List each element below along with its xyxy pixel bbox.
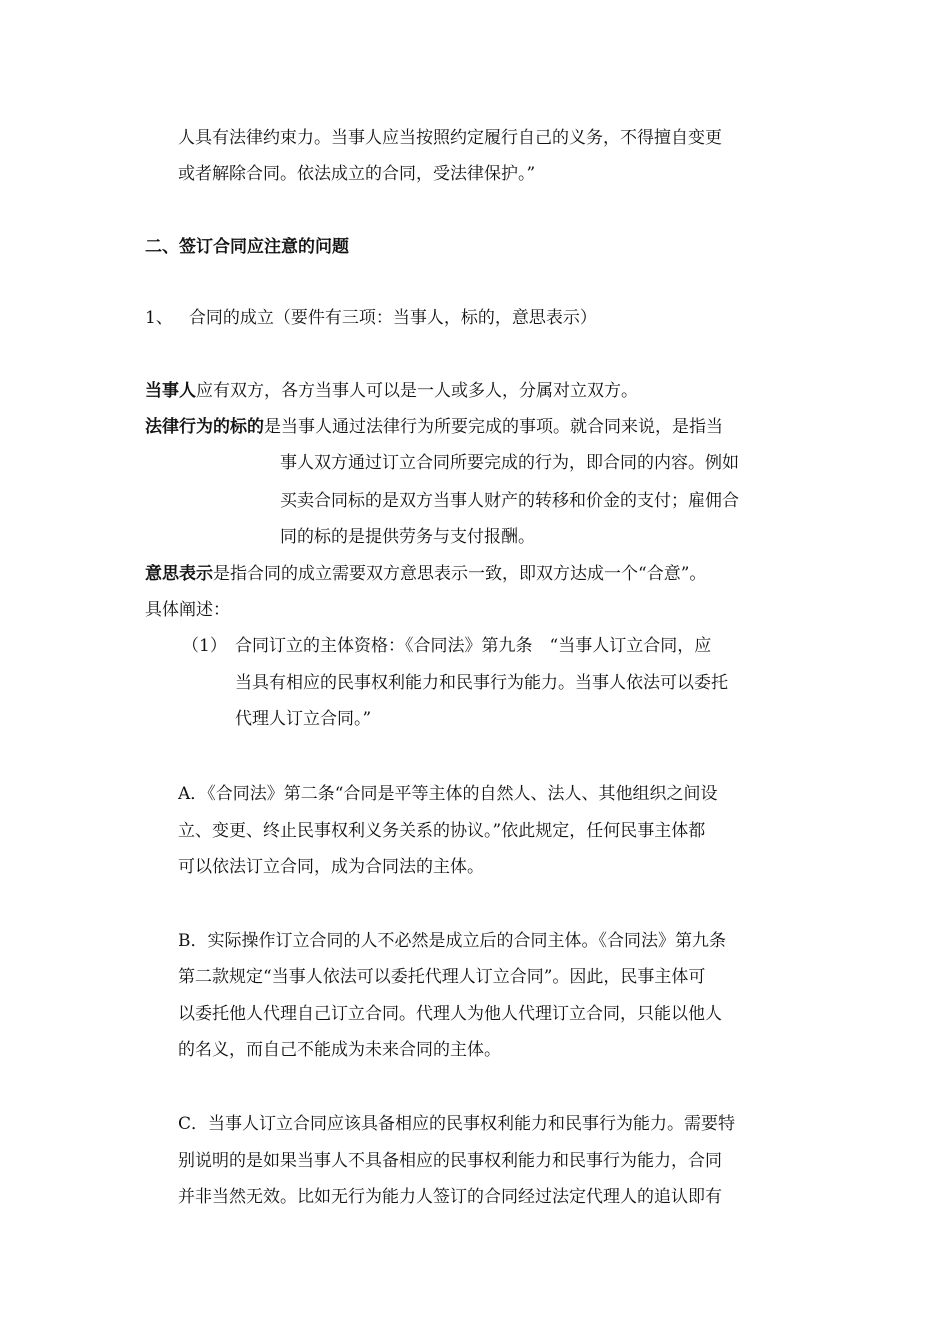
item-1 [145,307,597,329]
point-c-line-1: C．当事人订立合同应该具备相应的民事权利能力和民事行为能力。需要特 [178,1114,736,1134]
party-text: 应有双方，各方当事人可以是一人或多人，分属对立双方。 [196,381,638,401]
point-a-line-2: 立、变更、终止民事权利义务关系的协议。”依此规定，任何民事主体都 [178,821,706,841]
subject-paragraph [145,416,723,438]
point-c-line-3: 并非当然无效。比如无行为能力人签订的合同经过法定代理人的追认即有 [178,1187,722,1207]
party-paragraph [145,380,638,402]
point-b-line-3: 以委托他人代理自己订立合同。代理人为他人代理订立合同，只能以他人 [178,1004,722,1024]
subject-term: 法律行为的标的 [145,417,264,437]
sub-1-number: （1） [182,636,227,656]
intent-term: 意思表示 [145,564,213,584]
item-1-text: 合同的成立（要件有三项：当事人，标的，意思表示） [188,308,597,328]
point-c-line-2: 别说明的是如果当事人不具备相应的民事权利能力和民事行为能力，合同 [178,1151,722,1171]
item-1-number: 1、 [145,308,173,328]
point-b-line-1: B．实际操作订立合同的人不必然是成立后的合同主体。《合同法》第九条 [178,931,726,951]
subject-text: 是当事人通过法律行为所要完成的事项。就合同来说，是指当 [264,417,723,437]
intro-line-1: 人具有法律约束力。当事人应当按照约定履行自己的义务，不得擅自变更 [178,128,722,148]
section-heading: 二、签订合同应注意的问题 [145,237,349,257]
point-b-line-2: 第二款规定“当事人依法可以委托代理人订立合同”。因此，民事主体可 [178,967,706,987]
intent-paragraph [145,563,706,585]
sub-1-cont-2: 代理人订立合同。” [235,709,372,729]
subject-cont-2: 买卖合同标的是双方当事人财产的转移和价金的支付；雇佣合 [280,491,739,511]
sub-1-text: 合同订立的主体资格：《合同法》第九条 “当事人订立合同，应 [235,636,712,656]
point-a-line-1: A．《合同法》第二条“合同是平等主体的自然人、法人、其他组织之间设 [178,784,718,804]
subject-cont-1: 事人双方通过订立合同所要完成的行为，即合同的内容。例如 [280,453,739,473]
intro-line-2: 或者解除合同。依法成立的合同，受法律保护。” [178,164,536,184]
party-term: 当事人 [145,381,196,401]
sub-1-cont-1: 当具有相应的民事权利能力和民事行为能力。当事人依法可以委托 [235,673,728,693]
point-b-line-4: 的名义，而自己不能成为未来合同的主体。 [178,1040,501,1060]
intent-text: 是指合同的成立需要双方意思表示一致，即双方达成一个“合意”。 [213,564,707,584]
subject-cont-3: 同的标的是提供劳务与支付报酬。 [280,527,535,547]
elaborate-label: 具体阐述： [145,600,230,620]
point-a-line-3: 可以依法订立合同，成为合同法的主体。 [178,857,484,877]
